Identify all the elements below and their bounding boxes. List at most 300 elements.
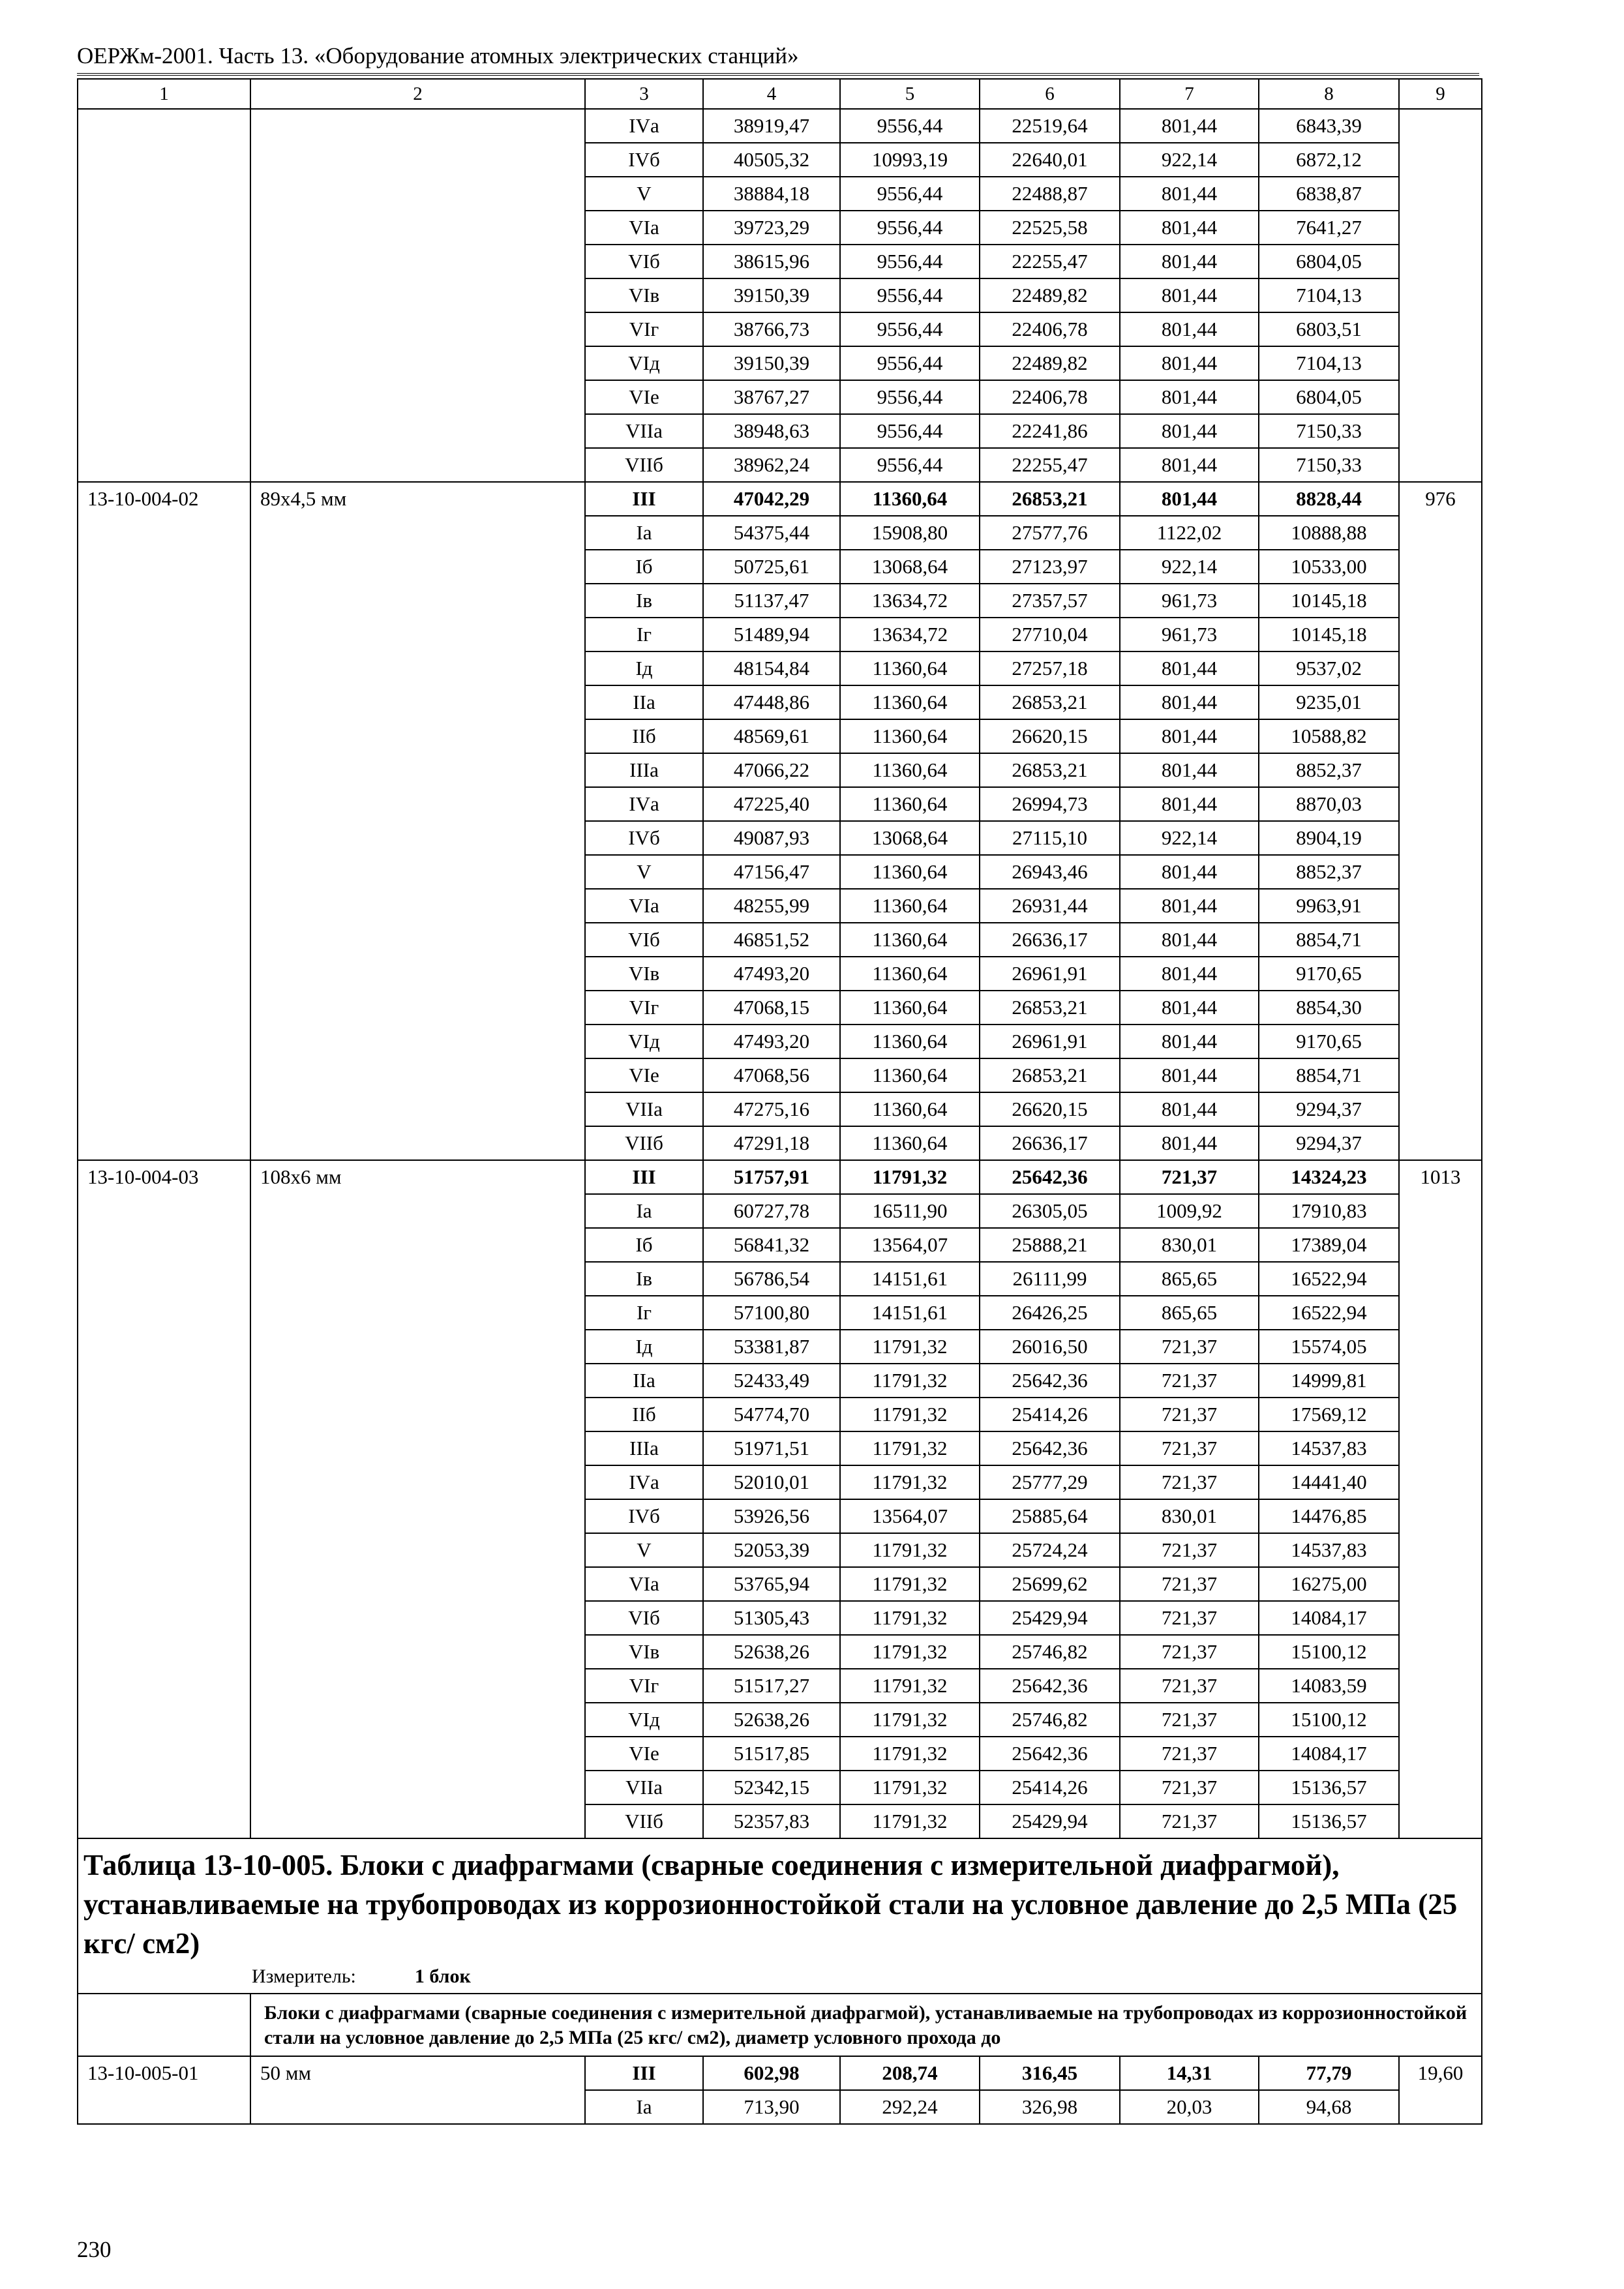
mass-value (1399, 1533, 1482, 1567)
cost-value: 26853,21 (980, 685, 1120, 719)
cost-value: 22489,82 (980, 346, 1120, 380)
rate-code (78, 889, 250, 923)
cost-value: 53765,94 (703, 1567, 840, 1601)
cost-value: 14084,17 (1259, 1737, 1399, 1771)
zone-class: VIа (585, 1567, 703, 1601)
mass-value (1399, 618, 1482, 651)
cost-value: 9556,44 (840, 448, 980, 482)
cost-value: 25746,82 (980, 1635, 1120, 1669)
cost-value: 26853,21 (980, 482, 1120, 516)
cost-value: 721,37 (1120, 1160, 1259, 1194)
pipe-size (250, 719, 585, 753)
cost-value: 721,37 (1120, 1804, 1259, 1838)
pipe-size (250, 516, 585, 550)
zone-class: VIа (585, 889, 703, 923)
cost-value: 22241,86 (980, 414, 1120, 448)
rate-code (78, 516, 250, 550)
table-row (78, 618, 1482, 651)
rate-code (78, 855, 250, 889)
pipe-size (250, 1194, 585, 1228)
pipe-size (250, 1703, 585, 1737)
rate-code (78, 584, 250, 618)
cost-value: 14324,23 (1259, 1160, 1399, 1194)
cost-value: 25699,62 (980, 1567, 1120, 1601)
cost-value: 801,44 (1120, 211, 1259, 245)
pipe-size (250, 787, 585, 821)
cost-value: 27115,10 (980, 821, 1120, 855)
pipe-size (250, 177, 585, 211)
cost-value: 10145,18 (1259, 584, 1399, 618)
zone-class: Iд (585, 651, 703, 685)
cost-value: 14441,40 (1259, 1465, 1399, 1499)
cost-value: 17910,83 (1259, 1194, 1399, 1228)
cost-value: 11791,32 (840, 1330, 980, 1364)
cost-value: 25888,21 (980, 1228, 1120, 1262)
rate-code (78, 346, 250, 380)
cost-value: 22489,82 (980, 278, 1120, 312)
cost-value: 1122,02 (1120, 516, 1259, 550)
cost-value: 26426,25 (980, 1296, 1120, 1330)
rate-code (78, 1703, 250, 1737)
cost-value: 6804,05 (1259, 380, 1399, 414)
zone-class: IVа (585, 109, 703, 143)
cost-value: 9235,01 (1259, 685, 1399, 719)
cost-value: 39150,39 (703, 346, 840, 380)
rate-code (78, 651, 250, 685)
zone-class: VIIб (585, 448, 703, 482)
rate-code (78, 1228, 250, 1262)
cost-value: 39150,39 (703, 278, 840, 312)
cost-value: 47493,20 (703, 1025, 840, 1058)
cost-value: 52638,26 (703, 1635, 840, 1669)
table-row (78, 380, 1482, 414)
table-row (78, 1703, 1482, 1737)
cost-value: 47042,29 (703, 482, 840, 516)
mass-value (1399, 1092, 1482, 1126)
cost-value: 11360,64 (840, 685, 980, 719)
pipe-size (250, 1601, 585, 1635)
cost-value: 11360,64 (840, 719, 980, 753)
zone-class: VIг (585, 312, 703, 346)
zone-class: VIв (585, 278, 703, 312)
zone-class: III (585, 1160, 703, 1194)
mass-value: 1013 (1399, 1160, 1482, 1194)
section-title-cell (78, 1838, 1482, 1994)
cost-value: 47291,18 (703, 1126, 840, 1160)
cost-value: 26636,17 (980, 1126, 1120, 1160)
zone-class: Iг (585, 1296, 703, 1330)
rate-code (78, 1194, 250, 1228)
cost-value: 15136,57 (1259, 1804, 1399, 1838)
cost-value: 801,44 (1120, 787, 1259, 821)
cost-value: 47156,47 (703, 855, 840, 889)
mass-value (1399, 1398, 1482, 1431)
cost-value: 208,74 (840, 2056, 980, 2090)
pipe-size: 89х4,5 мм (250, 482, 585, 516)
cost-value: 801,44 (1120, 245, 1259, 278)
mass-value (1399, 346, 1482, 380)
cost-value: 15100,12 (1259, 1703, 1399, 1737)
cost-value: 11791,32 (840, 1533, 980, 1567)
zone-class: Iв (585, 1262, 703, 1296)
table-row (78, 550, 1482, 584)
cost-value: 25746,82 (980, 1703, 1120, 1737)
table-row (78, 1194, 1482, 1228)
rate-code (78, 719, 250, 753)
cost-value: 9556,44 (840, 245, 980, 278)
cost-value: 8854,71 (1259, 923, 1399, 957)
cost-value: 801,44 (1120, 109, 1259, 143)
cost-value: 38962,24 (703, 448, 840, 482)
table-row (78, 1533, 1482, 1567)
cost-value: 27357,57 (980, 584, 1120, 618)
table-row (78, 1465, 1482, 1499)
mass-value (1399, 245, 1482, 278)
cost-value: 26016,50 (980, 1330, 1120, 1364)
cost-value: 11791,32 (840, 1771, 980, 1804)
mass-value (1399, 414, 1482, 448)
cost-value: 54774,70 (703, 1398, 840, 1431)
zone-class: Iа (585, 1194, 703, 1228)
cost-value: 39723,29 (703, 211, 840, 245)
pipe-size: 50 мм (250, 2056, 585, 2090)
table-row (78, 991, 1482, 1025)
cost-value: 9556,44 (840, 278, 980, 312)
zone-class: VIIа (585, 414, 703, 448)
table-row (78, 1364, 1482, 1398)
cost-value: 17569,12 (1259, 1398, 1399, 1431)
cost-value: 801,44 (1120, 753, 1259, 787)
cost-value: 38884,18 (703, 177, 840, 211)
pipe-size (250, 380, 585, 414)
pipe-size (250, 1058, 585, 1092)
rate-code (78, 1431, 250, 1465)
rate-code (78, 211, 250, 245)
cost-value: 721,37 (1120, 1330, 1259, 1364)
rate-code (78, 753, 250, 787)
cost-value: 25642,36 (980, 1160, 1120, 1194)
mass-value (1399, 448, 1482, 482)
pipe-size (250, 991, 585, 1025)
table-row (78, 2056, 1482, 2090)
pipe-size (250, 1398, 585, 1431)
cost-value: 15136,57 (1259, 1771, 1399, 1804)
pipe-size (250, 584, 585, 618)
cost-value: 865,65 (1120, 1262, 1259, 1296)
cost-value: 26111,99 (980, 1262, 1120, 1296)
cost-value: 721,37 (1120, 1669, 1259, 1703)
table-row (78, 719, 1482, 753)
cost-value: 9963,91 (1259, 889, 1399, 923)
cost-value: 51971,51 (703, 1431, 840, 1465)
cost-value: 22255,47 (980, 245, 1120, 278)
cost-value: 25414,26 (980, 1771, 1120, 1804)
cost-value: 17389,04 (1259, 1228, 1399, 1262)
mass-value (1399, 584, 1482, 618)
rate-code (78, 1465, 250, 1499)
rate-code (78, 1092, 250, 1126)
zone-class: III (585, 482, 703, 516)
zone-class: IVб (585, 143, 703, 177)
rate-code: 13-10-004-03 (78, 1160, 250, 1194)
table-row (78, 211, 1482, 245)
cost-value: 961,73 (1120, 584, 1259, 618)
pipe-size (250, 1533, 585, 1567)
cost-value: 26853,21 (980, 991, 1120, 1025)
measure-label: Измеритель: (252, 1966, 356, 1987)
rate-code (78, 1601, 250, 1635)
column-number-row (78, 79, 1482, 109)
cost-value: 721,37 (1120, 1737, 1259, 1771)
table-row (78, 923, 1482, 957)
mass-value (1399, 855, 1482, 889)
cost-value: 721,37 (1120, 1601, 1259, 1635)
cost-value: 801,44 (1120, 1126, 1259, 1160)
cost-value: 801,44 (1120, 685, 1259, 719)
cost-value: 53926,56 (703, 1499, 840, 1533)
mass-value (1399, 821, 1482, 855)
rate-code (78, 1499, 250, 1533)
rate-code (78, 1126, 250, 1160)
cost-value: 25642,36 (980, 1669, 1120, 1703)
mass-value (1399, 1771, 1482, 1804)
cost-value: 9556,44 (840, 211, 980, 245)
mass-value (1399, 278, 1482, 312)
cost-value: 26961,91 (980, 957, 1120, 991)
cost-value: 57100,80 (703, 1296, 840, 1330)
zone-class: Iд (585, 1330, 703, 1364)
cost-value: 27577,76 (980, 516, 1120, 550)
cost-value: 51517,85 (703, 1737, 840, 1771)
cost-value: 11360,64 (840, 889, 980, 923)
cost-value: 54375,44 (703, 516, 840, 550)
rate-code (78, 957, 250, 991)
mass-value (1399, 923, 1482, 957)
cost-value: 22640,01 (980, 143, 1120, 177)
cost-value: 801,44 (1120, 278, 1259, 312)
cost-value: 801,44 (1120, 1025, 1259, 1058)
cost-value: 801,44 (1120, 855, 1259, 889)
cost-value: 25885,64 (980, 1499, 1120, 1533)
cost-value: 14476,85 (1259, 1499, 1399, 1533)
pipe-size (250, 1737, 585, 1771)
pipe-size (250, 1669, 585, 1703)
cost-value: 11360,64 (840, 1058, 980, 1092)
cost-value: 801,44 (1120, 957, 1259, 991)
page-number: 230 (77, 2237, 112, 2262)
table-row (78, 1058, 1482, 1092)
pipe-size (250, 685, 585, 719)
cost-value: 9556,44 (840, 109, 980, 143)
cost-value: 38948,63 (703, 414, 840, 448)
cost-value: 801,44 (1120, 312, 1259, 346)
cost-value: 26853,21 (980, 753, 1120, 787)
mass-value (1399, 1262, 1482, 1296)
zone-class: IIб (585, 719, 703, 753)
cost-value: 16522,94 (1259, 1296, 1399, 1330)
rate-code (78, 1025, 250, 1058)
mass-value (1399, 1737, 1482, 1771)
cost-value: 7104,13 (1259, 278, 1399, 312)
cost-value: 9556,44 (840, 177, 980, 211)
cost-value: 11791,32 (840, 1567, 980, 1601)
cost-value: 11360,64 (840, 753, 980, 787)
cost-value: 11360,64 (840, 855, 980, 889)
pipe-size (250, 618, 585, 651)
table-row (78, 1771, 1482, 1804)
rate-code (78, 618, 250, 651)
cost-value: 26943,46 (980, 855, 1120, 889)
cost-value: 22406,78 (980, 312, 1120, 346)
cost-value: 14151,61 (840, 1296, 980, 1330)
table-body (78, 79, 1482, 2124)
cost-value: 9537,02 (1259, 651, 1399, 685)
cost-value: 721,37 (1120, 1703, 1259, 1737)
cost-value: 11360,64 (840, 1126, 980, 1160)
table-row (78, 957, 1482, 991)
cost-value: 922,14 (1120, 550, 1259, 584)
cost-value: 25642,36 (980, 1364, 1120, 1398)
zone-class: III (585, 2056, 703, 2090)
cost-value: 14084,17 (1259, 1601, 1399, 1635)
table-row (78, 1025, 1482, 1058)
zone-class: Iг (585, 618, 703, 651)
cost-value: 922,14 (1120, 143, 1259, 177)
cost-value: 51517,27 (703, 1669, 840, 1703)
cost-value: 25642,36 (980, 1431, 1120, 1465)
cost-value: 11791,32 (840, 1635, 980, 1669)
mass-value (1399, 1601, 1482, 1635)
rate-code (78, 923, 250, 957)
cost-value: 801,44 (1120, 448, 1259, 482)
cost-value: 721,37 (1120, 1533, 1259, 1567)
rate-code (78, 177, 250, 211)
column-number: 6 (980, 79, 1120, 109)
cost-value: 721,37 (1120, 1431, 1259, 1465)
cost-value: 27123,97 (980, 550, 1120, 584)
rate-code (78, 991, 250, 1025)
table-row (78, 109, 1482, 143)
mass-value (1399, 1635, 1482, 1669)
rate-code (78, 1771, 250, 1804)
cost-value: 6838,87 (1259, 177, 1399, 211)
cost-value: 22519,64 (980, 109, 1120, 143)
table-row (78, 787, 1482, 821)
table-row (78, 1398, 1482, 1431)
table-row (78, 1635, 1482, 1669)
zone-class: VIд (585, 1025, 703, 1058)
table-row (78, 177, 1482, 211)
cost-value: 6804,05 (1259, 245, 1399, 278)
cost-value: 22488,87 (980, 177, 1120, 211)
cost-value: 801,44 (1120, 482, 1259, 516)
rate-code (78, 1669, 250, 1703)
zone-class: IIа (585, 685, 703, 719)
column-number: 1 (78, 79, 250, 109)
cost-value: 47068,56 (703, 1058, 840, 1092)
mass-value (1399, 211, 1482, 245)
zone-class: VIг (585, 1669, 703, 1703)
section-title: Таблица 13-10-005. Блоки с диафрагмами (сварные соединения с измерительной диафрагмой), устанавливаемые на трубопроводах из коррозионностойкой стали на условное давление до 2,5 МПа (25 кгс/ см2) (83, 1849, 1458, 1960)
section-description: Блоки с диафрагмами (сварные соединения с измерительной диафрагмой), устанавливаемые на трубопроводах из коррозионностойкой стали на условное давление до 2,5 МПа (25 кгс/ см2), диаметр условного прохода до (250, 1994, 1482, 2056)
cost-value: 14999,81 (1259, 1364, 1399, 1398)
cost-value: 11791,32 (840, 1703, 980, 1737)
rate-code (78, 245, 250, 278)
cost-value: 6872,12 (1259, 143, 1399, 177)
table-row (78, 1296, 1482, 1330)
rate-code (78, 414, 250, 448)
cost-value: 721,37 (1120, 1771, 1259, 1804)
cost-value: 13564,07 (840, 1228, 980, 1262)
cost-value: 52357,83 (703, 1804, 840, 1838)
cost-value: 38767,27 (703, 380, 840, 414)
cost-value: 9556,44 (840, 380, 980, 414)
rate-code (78, 787, 250, 821)
pipe-size (250, 278, 585, 312)
mass-value (1399, 1330, 1482, 1364)
pipe-size (250, 1126, 585, 1160)
cost-value: 326,98 (980, 2090, 1120, 2124)
cost-value: 26636,17 (980, 923, 1120, 957)
pipe-size (250, 414, 585, 448)
zone-class: VIIб (585, 1126, 703, 1160)
pipe-size (250, 109, 585, 143)
rate-code (78, 1364, 250, 1398)
mass-value (1399, 2090, 1482, 2124)
cost-value: 38766,73 (703, 312, 840, 346)
zone-class: VIIб (585, 1804, 703, 1838)
cost-value: 13634,72 (840, 584, 980, 618)
cost-value: 7150,33 (1259, 414, 1399, 448)
table-row (78, 1126, 1482, 1160)
cost-value: 801,44 (1120, 414, 1259, 448)
cost-value: 11360,64 (840, 923, 980, 957)
mass-value (1399, 991, 1482, 1025)
rate-code (78, 109, 250, 143)
cost-value: 292,24 (840, 2090, 980, 2124)
zone-class: VIе (585, 1737, 703, 1771)
cost-value: 52010,01 (703, 1465, 840, 1499)
cost-value: 38919,47 (703, 109, 840, 143)
cost-value: 11791,32 (840, 1431, 980, 1465)
cost-value: 47066,22 (703, 753, 840, 787)
cost-value: 11360,64 (840, 787, 980, 821)
zone-class: Iа (585, 2090, 703, 2124)
column-number: 3 (585, 79, 703, 109)
zone-class: IIIа (585, 1431, 703, 1465)
column-number: 7 (1120, 79, 1259, 109)
cost-value: 11791,32 (840, 1669, 980, 1703)
column-number: 9 (1399, 79, 1482, 109)
column-number: 5 (840, 79, 980, 109)
rate-code (78, 1262, 250, 1296)
cost-value: 16522,94 (1259, 1262, 1399, 1296)
cost-value: 11791,32 (840, 1160, 980, 1194)
table-row (78, 1601, 1482, 1635)
cost-value: 9294,37 (1259, 1126, 1399, 1160)
zone-class: Iб (585, 550, 703, 584)
pipe-size (250, 855, 585, 889)
pipe-size (250, 1771, 585, 1804)
table-row (78, 245, 1482, 278)
cost-value: 25642,36 (980, 1737, 1120, 1771)
table-row (78, 1499, 1482, 1533)
pipe-size (250, 1431, 585, 1465)
cost-value: 25777,29 (980, 1465, 1120, 1499)
cost-value: 8870,03 (1259, 787, 1399, 821)
zone-class: IIIа (585, 753, 703, 787)
cost-value: 11360,64 (840, 1025, 980, 1058)
